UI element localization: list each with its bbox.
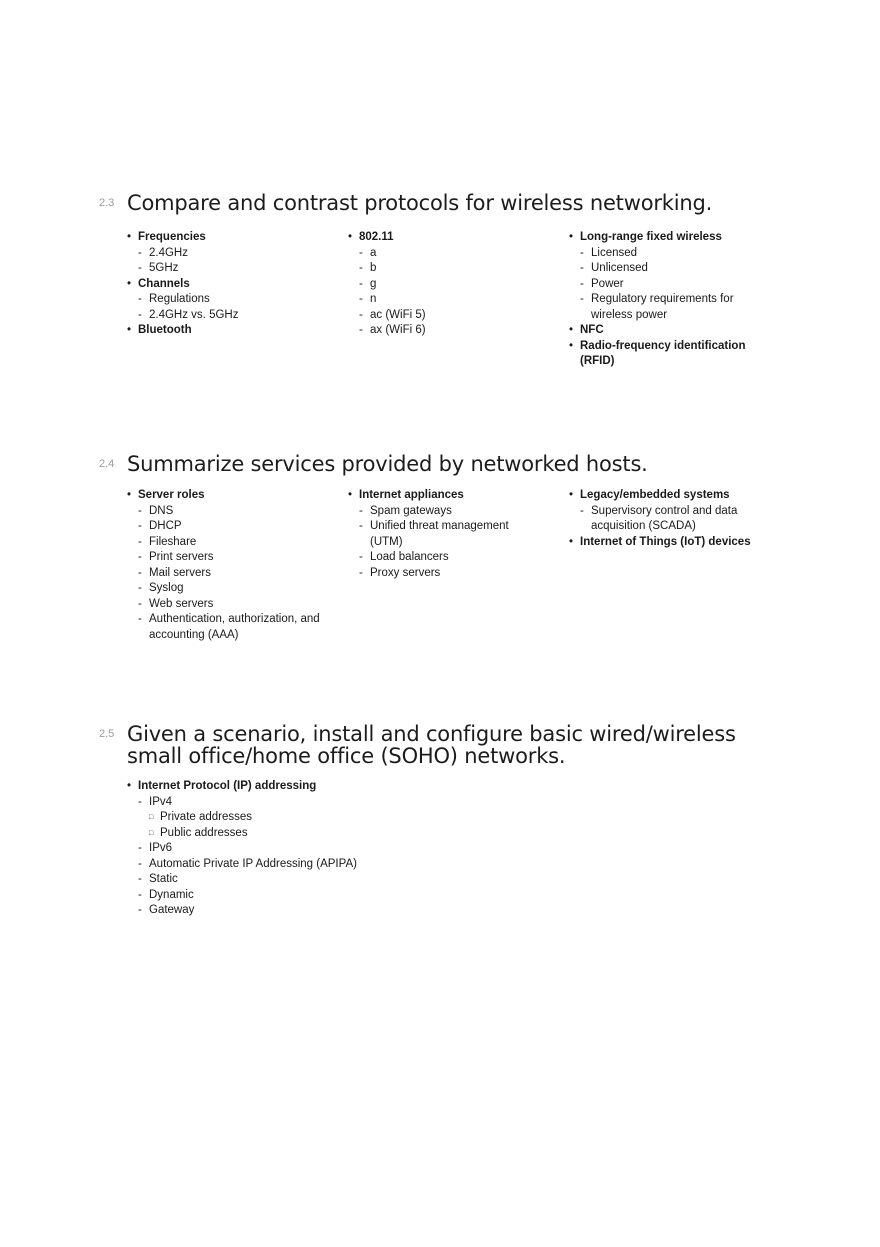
sub-bullet: - Static [127, 872, 447, 888]
sub-bullet: - Print servers [127, 550, 322, 566]
sub-bullet: - Supervisory control and data acquisition (SCADA) [569, 504, 764, 535]
sub-bullet: - Gateway [127, 903, 447, 919]
sub-bullet: - 5GHz [127, 261, 332, 277]
bullet-heading: • Frequencies [127, 230, 332, 246]
sub-bullet: - Authentication, authorization, and accounting (AAA) [127, 612, 322, 643]
bullet-heading: • 802.11 [348, 230, 553, 246]
bullet-heading: • Internet Protocol (IP) addressing [127, 779, 447, 795]
sub-bullet: - Regulatory requirements for wireless power [569, 292, 759, 323]
bullet-column [348, 230, 553, 339]
sub-bullet: - Regulations [127, 292, 332, 308]
sub-bullet: - Automatic Private IP Addressing (APIPA) [127, 857, 447, 873]
sub-bullet: - IPv6 [127, 841, 447, 857]
sub-bullet: - IPv4 [127, 795, 447, 811]
bullet-column [127, 488, 322, 643]
sub-bullet: - Spam gateways [348, 504, 533, 520]
bullet-heading: • Bluetooth [127, 323, 332, 339]
bullet-column [127, 779, 447, 919]
sub-bullet: - a [348, 246, 553, 262]
bullet-column [127, 230, 332, 339]
sub-bullet: - Web servers [127, 597, 322, 613]
sub-bullet: - Proxy servers [348, 566, 533, 582]
sub-bullet: - Dynamic [127, 888, 447, 904]
sub-bullet: - n [348, 292, 553, 308]
bullet-column [569, 230, 759, 370]
sub-bullet: - g [348, 277, 553, 293]
sub-bullet: - Power [569, 277, 759, 293]
sub-bullet: - ac (WiFi 5) [348, 308, 553, 324]
sub-bullet: - b [348, 261, 553, 277]
bullet-heading: • Internet appliances [348, 488, 533, 504]
bullet-heading: • Internet of Things (IoT) devices [569, 535, 764, 551]
sub-bullet: - Unlicensed [569, 261, 759, 277]
sub-bullet: - Unified threat management (UTM) [348, 519, 533, 550]
sub-bullet: - Licensed [569, 246, 759, 262]
sub-bullet: - ax (WiFi 6) [348, 323, 553, 339]
section-title: Given a scenario, install and configure basic wired/wireless small office/home office (SOHO) networks. [127, 722, 736, 768]
sub-sub-bullet: □ Public addresses [127, 826, 447, 842]
sub-bullet: - 2.4GHz vs. 5GHz [127, 308, 332, 324]
bullet-heading: • NFC [569, 323, 759, 339]
section-title: Compare and contrast protocols for wireless networking. [127, 191, 713, 215]
bullet-column [569, 488, 764, 550]
bullet-heading: • Legacy/embedded systems [569, 488, 764, 504]
sub-bullet: - DHCP [127, 519, 322, 535]
bullet-heading: • Server roles [127, 488, 322, 504]
section-number: 2.4 [99, 458, 115, 470]
bullet-heading: • Long-range fixed wireless [569, 230, 759, 246]
sub-bullet: - DNS [127, 504, 322, 520]
sub-bullet: - Mail servers [127, 566, 322, 582]
bullet-heading: • Radio-frequency identification (RFID) [569, 339, 759, 370]
section-title: Summarize services provided by networked hosts. [127, 452, 648, 476]
sub-sub-bullet: □ Private addresses [127, 810, 447, 826]
section-number: 2.5 [99, 728, 115, 740]
sub-bullet: - Syslog [127, 581, 322, 597]
section-number: 2.3 [99, 197, 115, 209]
sub-bullet: - Fileshare [127, 535, 322, 551]
bullet-heading: • Channels [127, 277, 332, 293]
sub-bullet: - 2.4GHz [127, 246, 332, 262]
bullet-column [348, 488, 533, 581]
sub-bullet: - Load balancers [348, 550, 533, 566]
